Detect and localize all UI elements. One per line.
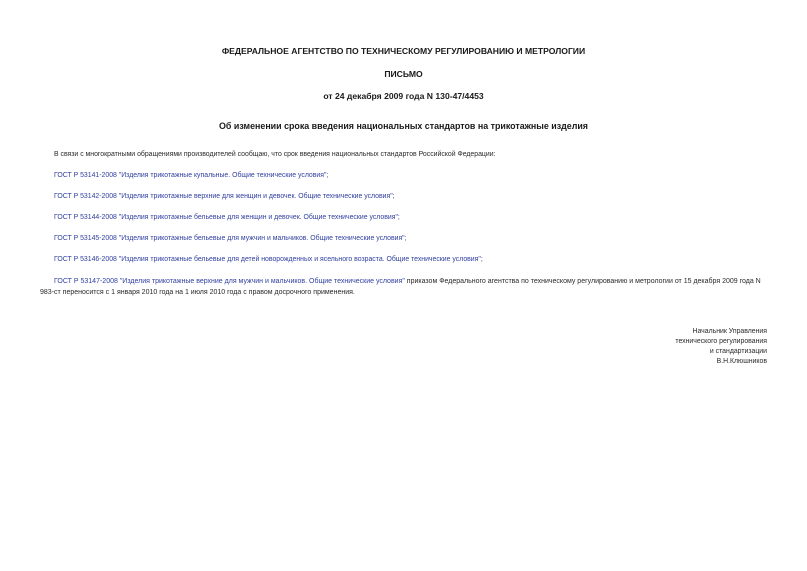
agency-heading: ФЕДЕРАЛЬНОЕ АГЕНТСТВО ПО ТЕХНИЧЕСКОМУ РЕГУЛИРОВАНИЮ И МЕТРОЛОГИИ: [221, 46, 586, 56]
signature-position-line: технического регулирования: [675, 338, 767, 345]
order-text: приказом Федерального агентства по техническому регулированию и метрологии от 15 декабря 2009 года N 983-ст переносится с 1 января 2010 года на 1 июля 2010 года с правом досрочного применения.: [40, 278, 761, 296]
signature-name: В.Н.Клюшников: [716, 358, 767, 365]
signature-position-line: и стандартизации: [709, 348, 767, 355]
standard-link[interactable]: ГОСТ Р 53142-2008 "Изделия трикотажные верхние для женщин и девочек. Общие технические условия";: [54, 193, 395, 200]
standard-link[interactable]: ГОСТ Р 53144-2008 "Изделия трикотажные бельевые для женщин и девочек. Общие технические условия";: [54, 214, 400, 221]
standard-item: [54, 234, 407, 244]
signature-position-line: Начальник Управления: [692, 328, 767, 335]
standard-link[interactable]: ГОСТ Р 53146-2008 "Изделия трикотажные бельевые для детей новорожденных и ясельного возраста. Общие технические условия";: [54, 256, 483, 263]
standard-item: [54, 213, 400, 223]
standard-link[interactable]: ГОСТ Р 53145-2008 "Изделия трикотажные бельевые для мужчин и мальчиков. Общие технические условия";: [54, 235, 407, 242]
standard-item: [54, 192, 395, 202]
date-number-heading: от 24 декабря 2009 года N 130-47/4453: [323, 91, 484, 101]
subject-heading: Об изменении срока введения национальных стандартов на трикотажные изделия: [219, 121, 588, 131]
document-type-heading: ПИСЬМО: [384, 69, 423, 79]
standard-link[interactable]: ГОСТ Р 53147-2008 "Изделия трикотажные верхние для мужчин и мальчиков. Общие технические условия": [54, 278, 405, 285]
standard-item: [54, 171, 328, 181]
standard-item: [54, 255, 483, 265]
standard-link[interactable]: ГОСТ Р 53141-2008 "Изделия трикотажные купальные. Общие технические условия";: [54, 172, 329, 179]
intro-paragraph: В связи с многократными обращениями производителей сообщаю, что срок введения национальных стандартов Российской Федерации:: [54, 151, 496, 158]
signature-block: [675, 327, 767, 367]
final-standard-paragraph: [40, 276, 770, 298]
